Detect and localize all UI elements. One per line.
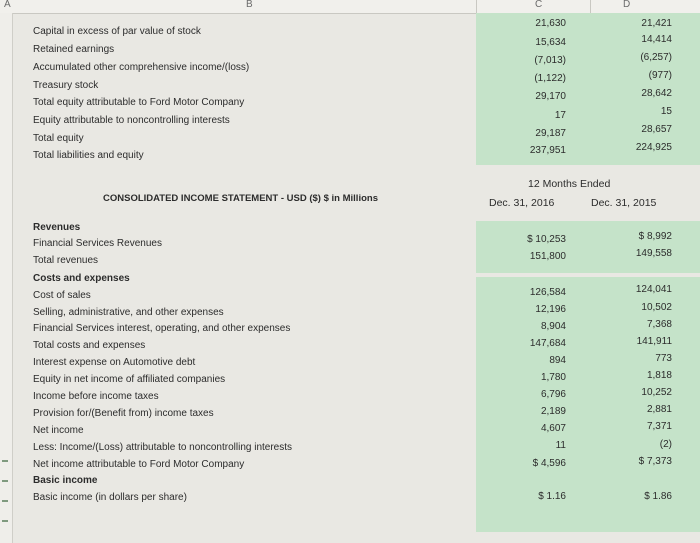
balance-value-2015[interactable]: 28,642 [641, 88, 672, 99]
income-row-label[interactable]: Financial Services interest, operating, and other expenses [33, 323, 291, 334]
column-b-header[interactable]: B [246, 0, 253, 10]
balance-value-2016[interactable]: 17 [554, 110, 566, 121]
income-value-2016[interactable]: 6,796 [540, 389, 566, 400]
income-row-label[interactable]: Provision for/(Benefit from) income taxes [33, 408, 214, 419]
income-value-2015[interactable]: 10,502 [641, 302, 672, 313]
revenue-highlight [476, 221, 700, 273]
column-a-header[interactable]: A [4, 0, 11, 10]
income-row-label[interactable]: Total costs and expenses [33, 340, 146, 351]
income-value-2016[interactable]: 126,584 [529, 287, 566, 298]
column-divider [476, 0, 477, 13]
income-row-label[interactable]: Revenues [33, 222, 81, 233]
income-value-2016[interactable]: 894 [549, 355, 566, 366]
income-row-label[interactable]: Less: Income/(Loss) attributable to noncontrolling interests [33, 442, 293, 453]
income-value-2015[interactable]: (2) [659, 439, 672, 450]
income-row-label[interactable]: Interest expense on Automotive debt [33, 357, 196, 368]
income-value-2016[interactable]: 4,607 [540, 423, 566, 434]
income-value-2015[interactable]: 7,371 [646, 421, 672, 432]
income-value-2016[interactable]: 8,904 [540, 321, 566, 332]
balance-label[interactable]: Retained earnings [33, 44, 115, 55]
balance-value-2015[interactable]: 14,414 [641, 34, 672, 45]
income-row-label[interactable]: Equity in net income of affiliated companies [33, 374, 226, 385]
income-value-2015[interactable]: $ 7,373 [638, 456, 672, 467]
income-value-2015[interactable]: 2,881 [646, 404, 672, 415]
date-header-2016[interactable]: Dec. 31, 2016 [489, 197, 555, 209]
row-marker [2, 500, 8, 502]
income-row-label[interactable]: Costs and expenses [33, 273, 130, 284]
date-header-2015[interactable]: Dec. 31, 2015 [591, 197, 657, 209]
income-row-label[interactable]: Financial Services Revenues [33, 238, 162, 249]
income-value-2016[interactable]: 151,800 [529, 251, 566, 262]
row-marker [2, 460, 8, 462]
balance-value-2016[interactable]: 29,170 [535, 91, 566, 102]
income-value-2016[interactable]: $ 4,596 [532, 458, 566, 469]
income-value-2015[interactable]: 149,558 [635, 248, 672, 259]
balance-label[interactable]: Total equity attributable to Ford Motor Company [33, 97, 245, 108]
income-value-2015[interactable]: 7,368 [646, 319, 672, 330]
income-statement-title[interactable]: CONSOLIDATED INCOME STATEMENT - USD ($) $ in Millions [103, 193, 378, 204]
balance-label[interactable]: Total liabilities and equity [33, 150, 144, 161]
income-value-2016[interactable]: $ 10,253 [527, 234, 566, 245]
balance-label[interactable]: Capital in excess of par value of stock [33, 26, 201, 37]
balance-value-2016[interactable]: (7,013) [534, 55, 566, 66]
income-row-label[interactable]: Basic income (in dollars per share) [33, 492, 187, 503]
income-row-label[interactable]: Basic income [33, 475, 98, 486]
income-value-2015[interactable]: $ 1.86 [644, 491, 672, 502]
income-value-2016[interactable]: 1,780 [540, 372, 566, 383]
column-c-header[interactable]: C [535, 0, 543, 10]
income-value-2015[interactable]: $ 8,992 [638, 231, 672, 242]
balance-label[interactable]: Treasury stock [33, 80, 99, 91]
balance-value-2015[interactable]: 28,657 [641, 124, 672, 135]
period-header[interactable]: 12 Months Ended [528, 178, 611, 190]
row-marker [2, 480, 8, 482]
balance-value-2016[interactable]: 237,951 [529, 145, 566, 156]
income-value-2016[interactable]: $ 1.16 [538, 491, 566, 502]
balance-value-2016[interactable]: (1,122) [534, 73, 566, 84]
row-marker [2, 520, 8, 522]
column-divider [590, 0, 591, 13]
income-value-2016[interactable]: 11 [555, 440, 566, 451]
income-row-label[interactable]: Income before income taxes [33, 391, 159, 402]
row-header-bar [0, 13, 13, 543]
balance-value-2015[interactable]: 15 [660, 106, 672, 117]
balance-label[interactable]: Equity attributable to noncontrolling interests [33, 115, 230, 126]
income-row-label[interactable]: Selling, administrative, and other expenses [33, 307, 224, 318]
balance-label[interactable]: Accumulated other comprehensive income/(loss) [33, 62, 250, 73]
balance-value-2016[interactable]: 21,630 [535, 18, 566, 29]
balance-value-2016[interactable]: 29,187 [535, 128, 566, 139]
income-value-2016[interactable]: 2,189 [540, 406, 566, 417]
column-header-bar [0, 0, 700, 14]
balance-value-2015[interactable]: (6,257) [640, 52, 672, 63]
income-value-2015[interactable]: 124,041 [635, 284, 672, 295]
income-row-label[interactable]: Total revenues [33, 255, 99, 266]
income-row-label[interactable]: Net income attributable to Ford Motor Company [33, 459, 245, 470]
income-row-label[interactable]: Net income [33, 425, 84, 436]
balance-value-2015[interactable]: 224,925 [635, 142, 672, 153]
balance-value-2015[interactable]: (977) [648, 70, 672, 81]
balance-value-2015[interactable]: 21,421 [641, 18, 672, 29]
income-value-2015[interactable]: 10,252 [641, 387, 672, 398]
balance-label[interactable]: Total equity [33, 133, 84, 144]
income-value-2016[interactable]: 12,196 [535, 304, 566, 315]
income-value-2015[interactable]: 141,911 [636, 336, 672, 347]
balance-value-2016[interactable]: 15,634 [535, 37, 566, 48]
income-value-2016[interactable]: 147,684 [529, 338, 566, 349]
income-row-label[interactable]: Cost of sales [33, 290, 91, 301]
column-d-header[interactable]: D [623, 0, 631, 10]
income-value-2015[interactable]: 1,818 [646, 370, 672, 381]
income-value-2015[interactable]: 773 [655, 353, 672, 364]
